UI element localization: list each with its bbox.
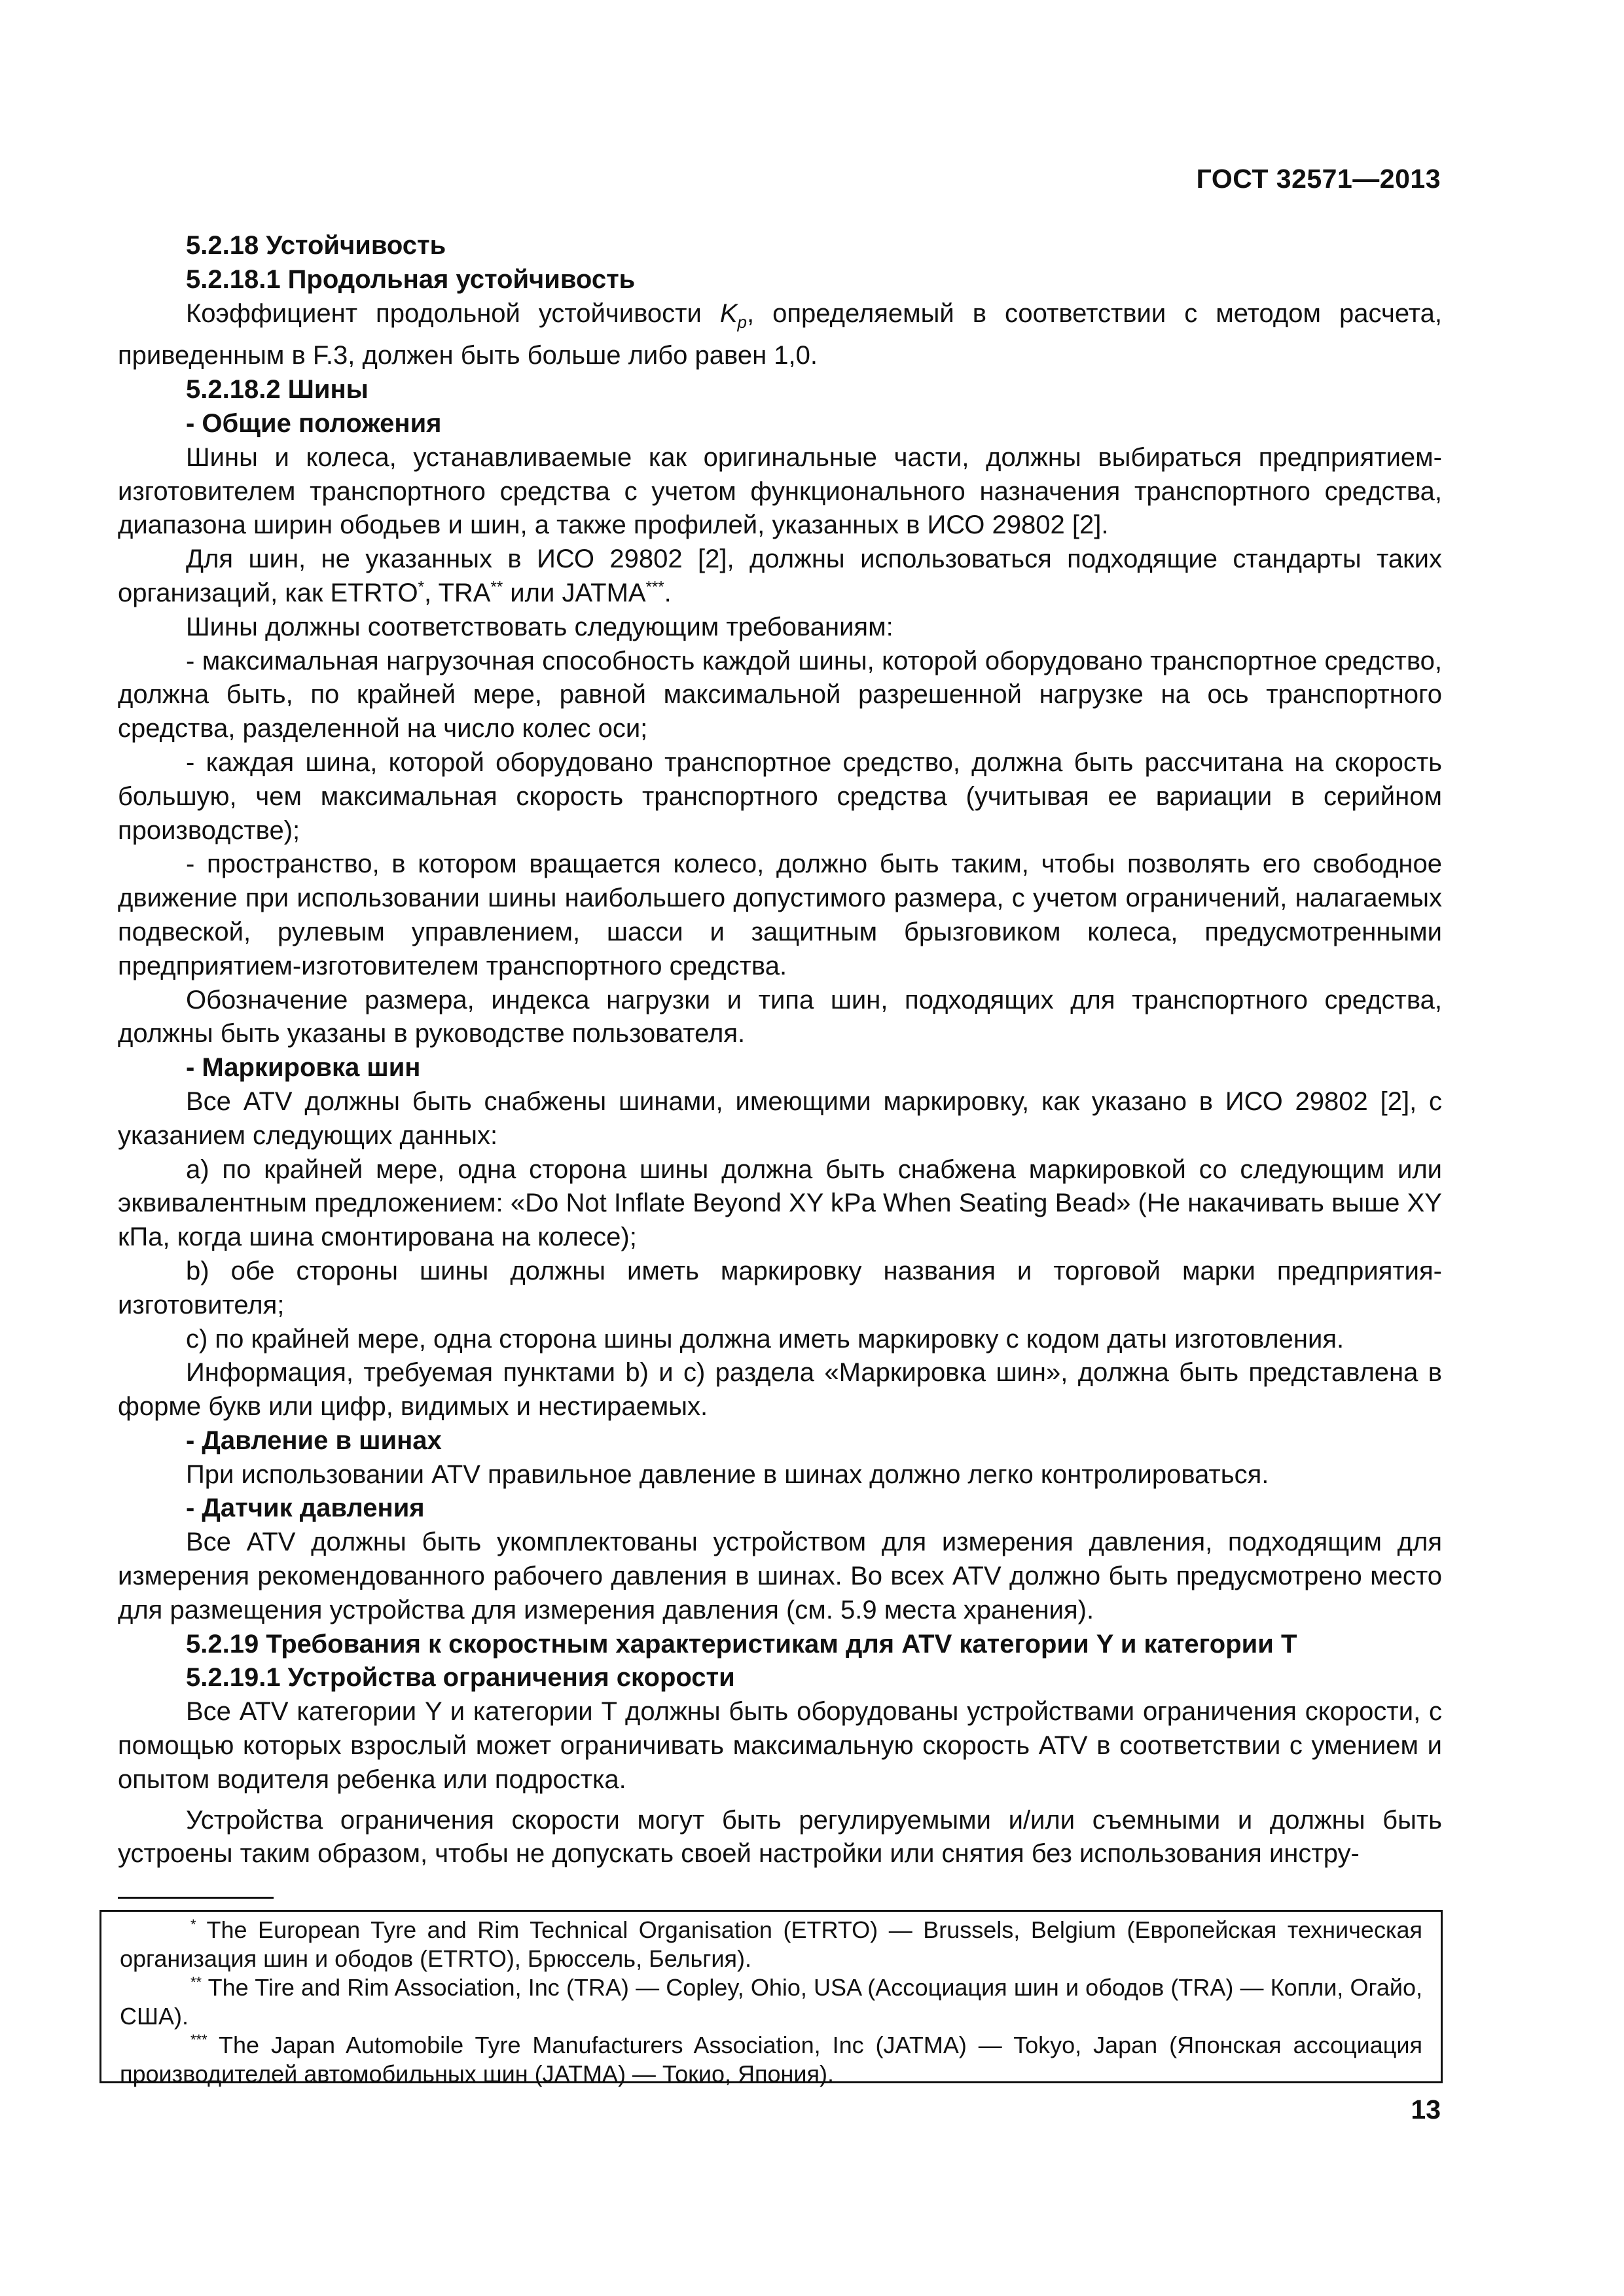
marking-item-b: b) обе стороны шины должны иметь маркировку названия и торговой марки предприятия-изготовителя; [118,1256,1442,1319]
document-body [118,229,1442,1871]
heading-5-2-18: 5.2.18 Устойчивость [186,231,446,260]
paragraph-speed-2: Устройства ограничения скорости могут быть регулируемыми и/или съемными и должны быть устроены таким образом, чтобы не допускать своей настройки или снятия без использования инстру- [118,1805,1442,1869]
footnote-ref-1[interactable]: * [418,578,424,596]
paragraph-designation: Обозначение размера, индекса нагрузки и типа шин, подходящих для транспортного средства, должны быть указаны в руководстве пользователя. [118,985,1442,1049]
heading-5-2-18-1: 5.2.18.1 Продольная устойчивость [186,264,636,294]
footnote-3: *** The Japan Automobile Tyre Manufacturers Association, Inc (JATMA) — Tokyo, Japan (Японская ассоциация производителей автомобильных шин (JATMA) — Токио, Япония). [120,2032,1422,2087]
paragraph-tyres-2: Для шин, не указанных в ИСО 29802 [2], должны использоваться подходящие стандарты таких организаций, как ETRTO*, TRA** или JATMA***. [118,545,1442,607]
heading-5-2-18-2: 5.2.18.2 Шины [186,375,369,404]
heading-gauge: - Датчик давления [186,1494,425,1523]
heading-general: - Общие положения [186,408,442,438]
page-number: 13 [1411,2094,1441,2125]
paragraph-tyres-1: Шины и колеса, устанавливаемые как оригинальные части, должны выбираться предприятием-изготовителем транспортного средства с учетом функционального назначения транспортного средства, диапазона ширин ободьев и шин, а также профилей, указанных в ИСО 29802 [2]. [118,442,1442,540]
paragraph-kp-end: , определяемый в соответствии с методом расчета, приведенным в F.3, должен быть больше либо равен 1,0. [118,298,1442,370]
document-id: ГОСТ 32571—2013 [1196,164,1441,194]
heading-pressure: - Давление в шинах [186,1426,442,1455]
paragraph-gauge: Все ATV должны быть укомплектованы устройством для измерения давления, подходящим для измерения рекомендованного рабочего давления в шинах. Во всех ATV должно быть предусмотрено место для размещения устройства для измерения давления (см. 5.9 места хранения). [118,1528,1442,1624]
paragraph-speed-1: Все ATV категории Y и категории T должны быть оборудованы устройствами ограничения скорости, с помощью которых взрослый может ограничивать максимальную скорость ATV в соответствии с умением и опытом водителя ребенка или подростка. [118,1697,1442,1794]
marking-item-a: a) по крайней мере, одна сторона шины должна быть снабжена маркировкой со следующим или эквивалентным предложением: «Do Not Inflate Beyond XY kPa When Seating Bead» (Не накачивать выше XY кПа, когда шина смонтирована на колесе); [118,1155,1442,1252]
footnote-divider [118,1897,274,1899]
marking-item-c: c) по крайней мере, одна сторона шины должна иметь маркировку с кодом даты изготовления. [186,1324,1344,1354]
requirement-item-3: - пространство, в котором вращается колесо, должно быть таким, чтобы позволять его свободное движение при использовании шины наибольшего допустимого размера, с учетом ограничений, налагаемых подвеской, рулевым управлением, шасси и защитным брызговиком колеса, предусмотренными предприятием-изготовителем транспортного средства. [118,850,1442,980]
paragraph-kp [118,297,1442,374]
heading-5-2-19-1: 5.2.19.1 Устройства ограничения скорости [186,1663,735,1693]
paragraph-marking-intro: Все ATV должны быть снабжены шинами, имеющими маркировку, как указано в ИСО 29802 [2], с указанием следующих данных: [118,1086,1442,1150]
requirement-item-1: - максимальная нагрузочная способность каждой шины, которой оборудовано транспортное средство, должна быть, по крайней мере, равной максимальной разрешенной нагрузке на ось транспортного средства, разделенной на число колес оси; [118,646,1442,744]
footnote-ref-3[interactable]: *** [645,578,664,596]
paragraph-requirements-intro: Шины должны соответствовать следующим требованиям: [186,612,893,641]
footnote-2: ** The Tire and Rim Association, Inc (TRA) — Copley, Ohio, USA (Ассоциация шин и ободов (TRA) — Копли, Огайо, США). [120,1974,1422,2030]
paragraph-kp-start: Коэффициент продольной устойчивости [186,298,720,328]
heading-5-2-19: 5.2.19 Требования к скоростным характеристикам для ATV категории Y и категории T [186,1629,1297,1659]
requirement-item-2: - каждая шина, которой оборудовано транспортное средство, должна быть рассчитана на скорость большую, чем максимальная скорость транспортного средства (учитывая ее вариации в серийном производстве); [118,747,1442,845]
footnote-ref-2[interactable]: ** [490,578,503,596]
footnote-1: * The European Tyre and Rim Technical Organisation (ETRTO) — Brussels, Belgium (Европейская техническая организация шин и ободов (ETRTO), Брюссель, Бельгия). [120,1916,1422,1972]
heading-marking: - Маркировка шин [186,1053,421,1083]
paragraph-marking-info: Информация, требуемая пунктами b) и c) раздела «Маркировка шин», должна быть представлена в форме букв или цифр, видимых и нестираемых. [118,1358,1442,1422]
kp-symbol: $K_p$ [719,298,747,332]
footnotes-box [99,1910,1443,2087]
paragraph-pressure: При использовании ATV правильное давление в шинах должно легко контролироваться. [186,1460,1269,1489]
